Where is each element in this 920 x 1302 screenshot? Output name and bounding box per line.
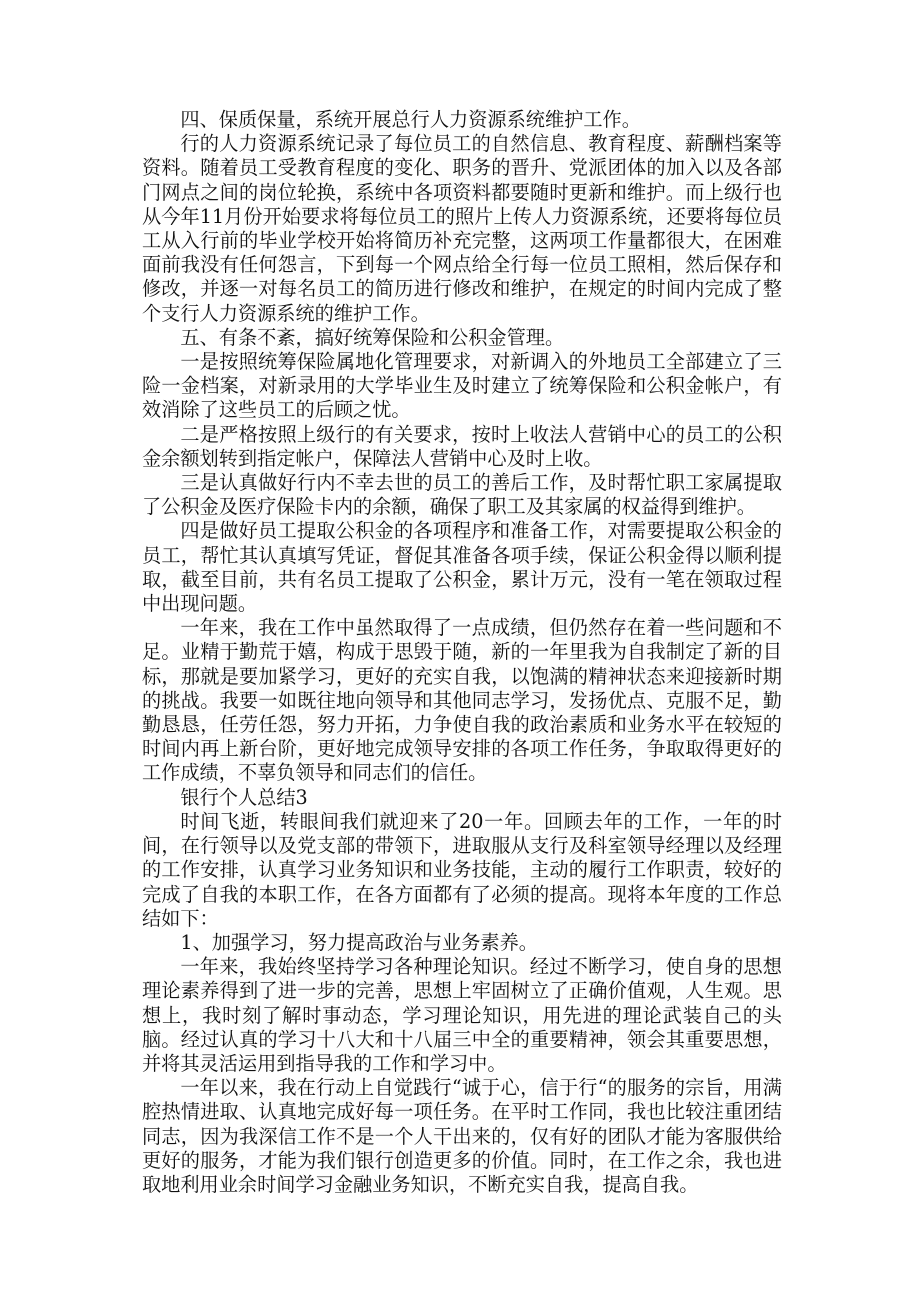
document-page <box>142 108 782 1197</box>
paragraph-point-3: 三是认真做好行内不幸去世的员工的善后工作，及时帮忙职工家属提取了公积金及医疗保险卡内的余额，确保了职工及其家属的权益得到维护。 <box>142 471 782 519</box>
paragraph-service: 一年以来，我在行动上自觉践行“诚于心，信于行“的服务的宗旨，用满腔热情进取、认真地完成好每一项任务。在平时工作同，我也比较注重团结同志，因为我深信工作不是一个人干出来的，仅有好的团队才能为客服供给更好的服务，才能为我们银行创造更多的价值。同时，在工作之余，我也进取地利用业余时间学习金融业务知识，不断充实自我，提高自我。 <box>142 1076 782 1196</box>
paragraph-point-2: 二是严格按照上级行的有关要求，按时上收法人营销中心的员工的公积金余额划转到指定帐户，保障法人营销中心及时上收。 <box>142 422 782 470</box>
section-heading-5: 五、有条不紊，搞好统筹保险和公积金管理。 <box>180 325 565 349</box>
paragraph-hr-system: 行的人力资源系统记录了每位员工的自然信息、教育程度、薪酬档案等资料。随着员工受教育程度的变化、职务的晋升、党派团体的加入以及各部门网点之间的岗位轮换，系统中各项资料都要随时更新和维护。而上级行也从今年11月份开始要求将每位员工的照片上传人力资源系统，还要将每位员工从入行前的毕业学校开始将简历补充完整，这两项工作量都很大，在困难面前我没有任何怨言，下到每一个网点给全行每一位员工照相，然后保存和修改，并逐一对每名员工的简历进行修改和维护，在规定的时间内完成了整个支行人力资源系统的维护工作。 <box>142 132 782 325</box>
paragraph-intro: 时间飞逝，转眼间我们就迎来了20一年。回顾去年的工作，一年的时间，在行领导以及党支部的带领下，进取服从支行及科室领导经理以及经理的工作安排，认真学习业务知识和业务技能，主动的履行工作职责，较好的完成了自我的本职工作，在各方面都有了必须的提高。现将本年度的工作总结如下： <box>142 809 782 930</box>
paragraph-point-1: 一是按照统筹保险属地化管理要求，对新调入的外地员工全部建立了三险一金档案，对新录用的大学毕业生及时建立了统筹保险和公积金帐户，有效消除了这些员工的后顾之忧。 <box>142 350 782 422</box>
document-title-3: 银行个人总结3 <box>180 785 308 809</box>
paragraph-study: 一年来，我始终坚持学习各种理论知识。经过不断学习，使自身的思想理论素养得到了进一步的完善，思想上牢固树立了正确价值观，人生观。思想上，我时刻了解时事动态，学习理论知识，用先进的理论武装自己的头脑。经过认真的学习十八大和十八届三中全的重要精神，领会其重要思想，并将其灵活运用到指导我的工作和学习中。 <box>142 955 782 1075</box>
paragraph-point-4: 四是做好员工提取公积金的各项程序和准备工作，对需要提取公积金的员工，帮忙其认真填写凭证，督促其准备各项手续，保证公积金得以顺利提取，截至目前，共有名员工提取了公积金，累计万元，没有一笔在领取过程中出现问题。 <box>142 519 782 616</box>
section-heading-1: 1、加强学习，努力提高政治与业务素养。 <box>180 930 538 954</box>
section-heading-4: 四、保质保量，系统开展总行人力资源系统维护工作。 <box>180 108 641 131</box>
paragraph-year-summary: 一年来，我在工作中虽然取得了一点成绩，但仍然存在着一些问题和不足。业精于勤荒于嬉，构成于思毁于随，新的一年里我为自我制定了新的目标，那就是要加紧学习，更好的充实自我，以饱满的精神状态来迎接新时期的挑战。我要一如既往地向领导和其他同志学习，发扬优点、克服不足，勤勤恳恳，任劳任怨，努力开拓，力争使自我的政治素质和业务水平在较短的时间内再上新台阶，更好地完成领导安排的各项工作任务，争取取得更好的工作成绩，不辜负领导和同志们的信任。 <box>142 616 782 785</box>
